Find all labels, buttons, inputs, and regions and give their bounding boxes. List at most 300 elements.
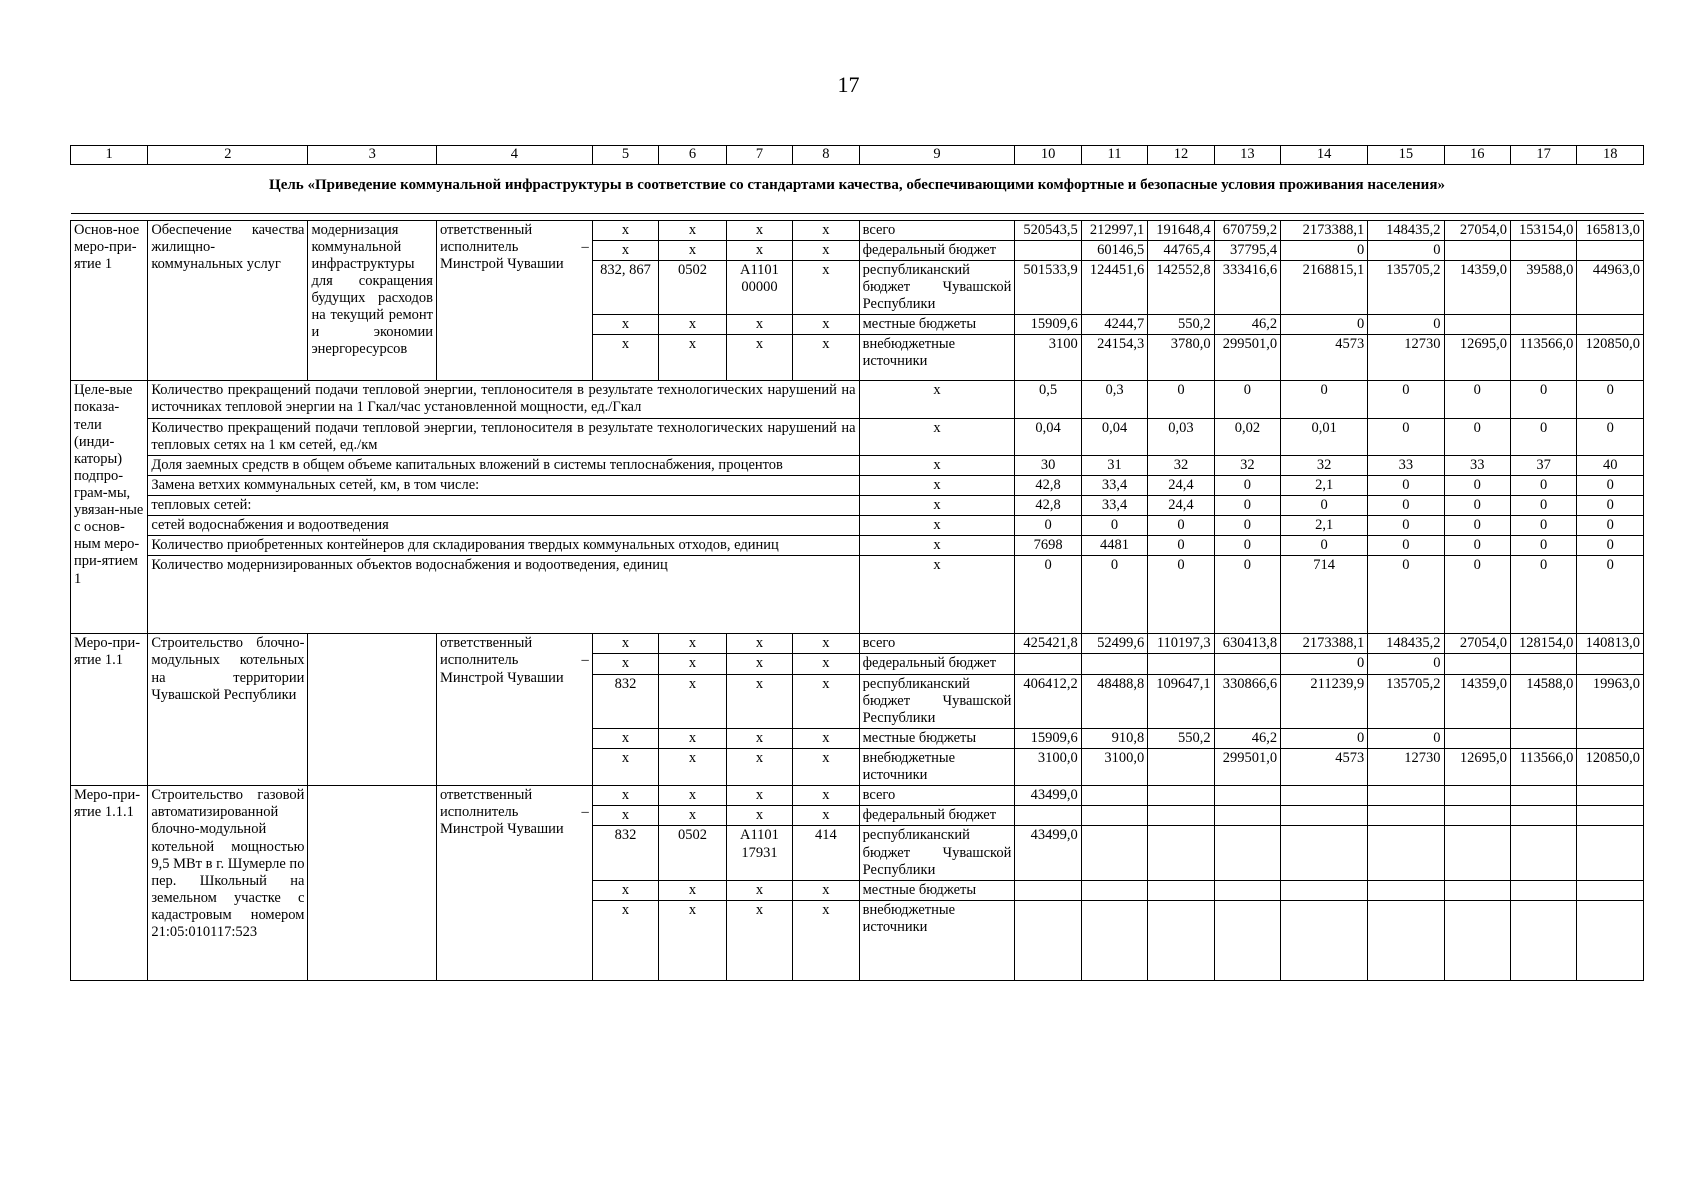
column-number: 11 — [1081, 146, 1147, 165]
funding-value: 165813,0 — [1577, 220, 1644, 240]
funding-value: 148435,2 — [1368, 220, 1444, 240]
indicator-row — [71, 556, 1644, 634]
indicator-name: Замена ветхих коммунальных сетей, км, в том числе: — [148, 475, 859, 495]
indicator-value: 0,5 — [1015, 381, 1081, 418]
funding-source: местные бюджеты — [859, 728, 1015, 748]
indicator-value: 0 — [1444, 475, 1510, 495]
funding-value: 0 — [1281, 315, 1368, 335]
budget-code-cell: x — [726, 674, 792, 728]
indicator-row — [71, 516, 1644, 536]
funding-value: 148435,2 — [1368, 634, 1444, 654]
funding-value: 333416,6 — [1214, 260, 1280, 314]
budget-code-cell: x — [726, 806, 792, 826]
funding-value — [1148, 786, 1214, 806]
funding-value: 0 — [1368, 315, 1444, 335]
column-number: 18 — [1577, 146, 1644, 165]
indicator-row — [71, 475, 1644, 495]
funding-value — [1368, 880, 1444, 900]
indicator-value: 0,04 — [1081, 418, 1147, 455]
budget-code-cell: x — [659, 748, 727, 785]
column-number: 12 — [1148, 146, 1214, 165]
funding-value: 501533,9 — [1015, 260, 1081, 314]
funding-value — [1577, 654, 1644, 674]
indicator-value: 0,03 — [1148, 418, 1214, 455]
budget-code-cell: x — [793, 260, 859, 314]
funding-value: 191648,4 — [1148, 220, 1214, 240]
indicator-mark: x — [859, 556, 1015, 634]
funding-value: 406412,2 — [1015, 674, 1081, 728]
funding-value: 27054,0 — [1444, 220, 1510, 240]
funding-value — [1444, 786, 1510, 806]
funding-value — [1081, 900, 1147, 980]
funding-value: 3780,0 — [1148, 335, 1214, 381]
funding-source: внебюджетные источники — [859, 900, 1015, 980]
budget-code-cell: x — [726, 315, 792, 335]
goal-title: Цель «Приведение коммунальной инфраструктуры в соответствие со стандартами качества, обеспечивающими комфортные и безопасные условия проживания населения» — [71, 165, 1644, 214]
budget-code-cell: x — [793, 240, 859, 260]
indicator-mark: x — [859, 496, 1015, 516]
budget-code-cell: x — [726, 728, 792, 748]
indicator-value: 0 — [1368, 536, 1444, 556]
indicator-value: 4481 — [1081, 536, 1147, 556]
indicator-value: 0 — [1444, 516, 1510, 536]
funding-value: 135705,2 — [1368, 260, 1444, 314]
funding-value — [1148, 900, 1214, 980]
funding-value — [1510, 240, 1576, 260]
funding-value: 2173388,1 — [1281, 634, 1368, 654]
funding-value — [1015, 240, 1081, 260]
funding-value — [1281, 880, 1368, 900]
indicator-row — [71, 536, 1644, 556]
budget-code-cell: x — [592, 880, 658, 900]
funding-source: федеральный бюджет — [859, 240, 1015, 260]
funding-value — [1368, 786, 1444, 806]
funding-value: 120850,0 — [1577, 748, 1644, 785]
budget-code-cell: x — [592, 900, 658, 980]
budget-code-cell: x — [726, 634, 792, 654]
budget-code-cell: x — [659, 240, 727, 260]
funding-value: 330866,6 — [1214, 674, 1280, 728]
column-number: 16 — [1444, 146, 1510, 165]
indicator-value: 0 — [1510, 556, 1576, 634]
indicator-value: 0 — [1214, 381, 1280, 418]
indicator-value: 2,1 — [1281, 475, 1368, 495]
event-label: Основ-ное меро-при-ятие 1 — [71, 220, 148, 381]
indicator-value: 0 — [1444, 556, 1510, 634]
indicator-value: 0 — [1577, 536, 1644, 556]
column-number: 4 — [436, 146, 592, 165]
funding-value — [1015, 654, 1081, 674]
funding-value — [1214, 826, 1280, 880]
budget-code-cell: 832, 867 — [592, 260, 658, 314]
budget-code-cell: x — [659, 880, 727, 900]
funding-value: 0 — [1281, 240, 1368, 260]
funding-value: 15909,6 — [1015, 728, 1081, 748]
funding-value — [1577, 806, 1644, 826]
indicator-value: 0 — [1148, 381, 1214, 418]
funding-value — [1510, 806, 1576, 826]
indicator-name: Доля заемных средств в общем объеме капитальных вложений в системы теплоснабжения, процентов — [148, 455, 859, 475]
funding-value: 670759,2 — [1214, 220, 1280, 240]
indicator-value: 30 — [1015, 455, 1081, 475]
funding-value — [1148, 806, 1214, 826]
funding-value: 113566,0 — [1510, 335, 1576, 381]
funding-source: внебюджетные источники — [859, 335, 1015, 381]
funding-value — [1081, 786, 1147, 806]
funding-value — [1510, 880, 1576, 900]
funding-value: 52499,6 — [1081, 634, 1147, 654]
budget-code-cell: 0502 — [659, 260, 727, 314]
funding-value: 910,8 — [1081, 728, 1147, 748]
funding-value: 43499,0 — [1015, 786, 1081, 806]
indicator-name: Количество прекращений подачи тепловой энергии, теплоносителя в результате технологических нарушений на тепловых сетях на 1 км сетей, ед./км — [148, 418, 859, 455]
budget-code-cell: x — [659, 674, 727, 728]
indicator-name: сетей водоснабжения и водоотведения — [148, 516, 859, 536]
indicator-value: 0 — [1444, 496, 1510, 516]
budget-code-cell: x — [592, 335, 658, 381]
funding-value: 4244,7 — [1081, 315, 1147, 335]
budget-code-cell: x — [726, 654, 792, 674]
budget-code-cell: x — [659, 315, 727, 335]
indicator-value: 0 — [1368, 475, 1444, 495]
funding-value — [1148, 880, 1214, 900]
indicator-value: 0 — [1015, 516, 1081, 536]
program-table — [70, 145, 1644, 981]
indicator-value: 0 — [1281, 496, 1368, 516]
column-number: 2 — [148, 146, 308, 165]
goal-row — [71, 165, 1644, 214]
funding-value: 520543,5 — [1015, 220, 1081, 240]
indicator-value: 0 — [1510, 418, 1576, 455]
funding-value: 0 — [1281, 654, 1368, 674]
indicator-value: 0 — [1148, 536, 1214, 556]
indicator-value: 0 — [1368, 496, 1444, 516]
budget-code-cell: x — [592, 748, 658, 785]
funding-value — [1444, 240, 1510, 260]
funding-value: 14588,0 — [1510, 674, 1576, 728]
budget-code-cell: x — [659, 786, 727, 806]
indicator-value: 0 — [1214, 475, 1280, 495]
indicator-value: 31 — [1081, 455, 1147, 475]
funding-value — [1081, 880, 1147, 900]
funding-value: 140813,0 — [1577, 634, 1644, 654]
budget-code-cell: x — [793, 335, 859, 381]
funding-value — [1444, 315, 1510, 335]
indicator-value: 0 — [1577, 556, 1644, 634]
funding-value: 3100,0 — [1081, 748, 1147, 785]
budget-code-cell: x — [726, 880, 792, 900]
column-number: 3 — [308, 146, 437, 165]
funding-source: всего — [859, 220, 1015, 240]
funding-value: 153154,0 — [1510, 220, 1576, 240]
budget-code-cell: x — [659, 728, 727, 748]
funding-value: 60146,5 — [1081, 240, 1147, 260]
budget-code-cell: x — [726, 240, 792, 260]
funding-value: 299501,0 — [1214, 335, 1280, 381]
event-1-1-row — [71, 634, 1644, 654]
indicator-name: Количество приобретенных контейнеров для складирования твердых коммунальных отходов, единиц — [148, 536, 859, 556]
funding-value — [1368, 900, 1444, 980]
indicator-value: 0 — [1577, 475, 1644, 495]
funding-value: 4573 — [1281, 748, 1368, 785]
budget-code-cell: x — [592, 654, 658, 674]
column-number: 5 — [592, 146, 658, 165]
budget-code-cell: x — [793, 220, 859, 240]
budget-code-cell: x — [659, 634, 727, 654]
funding-value — [1368, 826, 1444, 880]
funding-source: республиканский бюджет Чувашской Республики — [859, 260, 1015, 314]
funding-value — [1444, 900, 1510, 980]
budget-code-cell: x — [793, 786, 859, 806]
funding-value: 110197,3 — [1148, 634, 1214, 654]
budget-code-cell: x — [793, 900, 859, 980]
budget-code-cell: x — [592, 786, 658, 806]
indicator-mark: x — [859, 536, 1015, 556]
funding-value: 4573 — [1281, 335, 1368, 381]
funding-value: 135705,2 — [1368, 674, 1444, 728]
indicator-value: 33 — [1444, 455, 1510, 475]
budget-code-cell: x — [659, 220, 727, 240]
funding-value — [1510, 728, 1576, 748]
funding-value — [1510, 826, 1576, 880]
budget-code-cell: x — [793, 880, 859, 900]
column-number: 15 — [1368, 146, 1444, 165]
indicator-value: 33,4 — [1081, 496, 1147, 516]
indicator-value: 0 — [1510, 516, 1576, 536]
budget-code-cell: x — [726, 900, 792, 980]
indicator-value: 32 — [1214, 455, 1280, 475]
page-number: 17 — [837, 72, 860, 97]
funding-value: 120850,0 — [1577, 335, 1644, 381]
spacer — [71, 213, 1644, 220]
funding-value — [1148, 826, 1214, 880]
funding-value — [1444, 880, 1510, 900]
funding-source: всего — [859, 786, 1015, 806]
funding-value: 0 — [1281, 728, 1368, 748]
indicator-value: 0 — [1214, 556, 1280, 634]
funding-source: всего — [859, 634, 1015, 654]
indicator-value: 0 — [1577, 496, 1644, 516]
funding-value: 128154,0 — [1510, 634, 1576, 654]
indicator-value: 42,8 — [1015, 496, 1081, 516]
funding-value — [1214, 654, 1280, 674]
funding-value — [1577, 880, 1644, 900]
indicator-value: 0 — [1368, 556, 1444, 634]
budget-code-cell: 832 — [592, 674, 658, 728]
budget-code-cell: x — [592, 315, 658, 335]
funding-source: республиканский бюджет Чувашской Республики — [859, 674, 1015, 728]
funding-value: 12730 — [1368, 335, 1444, 381]
funding-value: 113566,0 — [1510, 748, 1576, 785]
funding-value: 0 — [1368, 654, 1444, 674]
funding-value: 15909,6 — [1015, 315, 1081, 335]
indicator-value: 0 — [1015, 556, 1081, 634]
budget-code-cell: А1101 17931 — [726, 826, 792, 880]
budget-code-cell: x — [726, 220, 792, 240]
event-label: Меро-при-ятие 1.1 — [71, 634, 148, 786]
funding-value: 46,2 — [1214, 728, 1280, 748]
funding-value — [1510, 315, 1576, 335]
funding-value: 46,2 — [1214, 315, 1280, 335]
indicator-value: 24,4 — [1148, 475, 1214, 495]
budget-code-cell: x — [793, 728, 859, 748]
indicator-value: 0 — [1510, 496, 1576, 516]
column-number: 9 — [859, 146, 1015, 165]
indicator-value: 0 — [1368, 516, 1444, 536]
budget-code-cell: x — [793, 315, 859, 335]
indicator-value: 0 — [1368, 381, 1444, 418]
budget-code-cell: 832 — [592, 826, 658, 880]
indicator-value: 0 — [1577, 418, 1644, 455]
funding-value — [1510, 654, 1576, 674]
funding-value: 299501,0 — [1214, 748, 1280, 785]
funding-value — [1444, 806, 1510, 826]
indicator-value: 42,8 — [1015, 475, 1081, 495]
budget-code-cell: x — [592, 806, 658, 826]
indicator-value: 714 — [1281, 556, 1368, 634]
indicator-value: 7698 — [1015, 536, 1081, 556]
indicator-value: 0 — [1214, 536, 1280, 556]
funding-value: 142552,8 — [1148, 260, 1214, 314]
indicator-value: 0 — [1281, 536, 1368, 556]
funding-value — [1577, 900, 1644, 980]
funding-value: 27054,0 — [1444, 634, 1510, 654]
funding-value: 12695,0 — [1444, 748, 1510, 785]
indicator-value: 0,01 — [1281, 418, 1368, 455]
funding-source: местные бюджеты — [859, 315, 1015, 335]
budget-code-cell: 414 — [793, 826, 859, 880]
funding-value: 19963,0 — [1577, 674, 1644, 728]
funding-value: 2173388,1 — [1281, 220, 1368, 240]
funding-value: 0 — [1368, 240, 1444, 260]
budget-code-cell: x — [659, 654, 727, 674]
budget-code-cell: x — [726, 786, 792, 806]
funding-value: 48488,8 — [1081, 674, 1147, 728]
event-name: Строительство газовой автоматизированной блочно-модульной котельной мощностью 9,5 МВт в г. Шумерле по пер. Школьный на земельном участке с кадастровым номером 21:05:010117:523 — [148, 786, 308, 981]
funding-value: 24154,3 — [1081, 335, 1147, 381]
indicator-value: 37 — [1510, 455, 1576, 475]
funding-value — [1214, 806, 1280, 826]
funding-value: 3100 — [1015, 335, 1081, 381]
funding-value — [1577, 728, 1644, 748]
funding-value: 44963,0 — [1577, 260, 1644, 314]
funding-value: 425421,8 — [1015, 634, 1081, 654]
main-event-row — [71, 220, 1644, 240]
indicator-mark: x — [859, 381, 1015, 418]
funding-value — [1577, 315, 1644, 335]
indicator-name: Количество прекращений подачи тепловой энергии, теплоносителя в результате технологических нарушений на источниках тепловой энергии на 1 Гкал/час установленной мощности, ед./Гкал — [148, 381, 859, 418]
indicator-value: 0 — [1577, 516, 1644, 536]
indicator-value: 0 — [1214, 516, 1280, 536]
funding-value — [1577, 826, 1644, 880]
funding-value — [1444, 654, 1510, 674]
column-number: 1 — [71, 146, 148, 165]
budget-code-cell: x — [592, 634, 658, 654]
indicator-value: 24,4 — [1148, 496, 1214, 516]
funding-value: 12695,0 — [1444, 335, 1510, 381]
funding-source: федеральный бюджет — [859, 654, 1015, 674]
budget-code-cell: x — [592, 220, 658, 240]
funding-value — [1214, 786, 1280, 806]
indicator-value: 0 — [1081, 516, 1147, 536]
funding-value — [1148, 748, 1214, 785]
funding-source: республиканский бюджет Чувашской Республики — [859, 826, 1015, 880]
column-number: 17 — [1510, 146, 1576, 165]
funding-value: 630413,8 — [1214, 634, 1280, 654]
funding-value: 44765,4 — [1148, 240, 1214, 260]
budget-code-cell: x — [793, 748, 859, 785]
indicator-row — [71, 496, 1644, 516]
funding-value: 39588,0 — [1510, 260, 1576, 314]
funding-source: местные бюджеты — [859, 880, 1015, 900]
indicator-value: 32 — [1281, 455, 1368, 475]
column-number: 6 — [659, 146, 727, 165]
indicator-value: 0 — [1510, 381, 1576, 418]
indicator-value: 0 — [1148, 556, 1214, 634]
indicator-value: 0 — [1510, 475, 1576, 495]
indicator-value: 0 — [1510, 536, 1576, 556]
funding-value: 43499,0 — [1015, 826, 1081, 880]
column-number: 14 — [1281, 146, 1368, 165]
funding-value: 124451,6 — [1081, 260, 1147, 314]
column-number: 8 — [793, 146, 859, 165]
budget-code-cell: x — [726, 748, 792, 785]
indicator-name: тепловых сетей: — [148, 496, 859, 516]
budget-code-cell: x — [793, 634, 859, 654]
funding-source: внебюджетные источники — [859, 748, 1015, 785]
indicators-label: Целе-вые показа-тели (инди-каторы) подпро-грам-мы, увязан-ные с основ-ным меро-при-ятием 1 — [71, 381, 148, 634]
indicator-mark: x — [859, 475, 1015, 495]
indicator-value: 0,04 — [1015, 418, 1081, 455]
funding-value: 14359,0 — [1444, 674, 1510, 728]
indicator-value: 0 — [1281, 381, 1368, 418]
budget-code-cell: x — [659, 806, 727, 826]
spacer-row — [71, 213, 1644, 220]
event-executor: ответственный исполнитель – Минстрой Чувашии — [436, 220, 592, 381]
column-number-row — [71, 146, 1644, 165]
column-number: 7 — [726, 146, 792, 165]
funding-value — [1577, 240, 1644, 260]
funding-source: федеральный бюджет — [859, 806, 1015, 826]
indicator-mark: x — [859, 516, 1015, 536]
funding-value: 211239,9 — [1281, 674, 1368, 728]
event-task — [308, 634, 437, 786]
indicator-mark: x — [859, 418, 1015, 455]
event-name: Обеспечение качества жилищно-коммунальных услуг — [148, 220, 308, 381]
funding-value: 212997,1 — [1081, 220, 1147, 240]
funding-value — [1214, 880, 1280, 900]
budget-code-cell: x — [659, 335, 727, 381]
funding-value: 550,2 — [1148, 315, 1214, 335]
indicator-name: Количество модернизированных объектов водоснабжения и водоотведения, единиц — [148, 556, 859, 634]
indicator-value: 0,3 — [1081, 381, 1147, 418]
event-1-1-1-row — [71, 786, 1644, 806]
funding-value — [1081, 806, 1147, 826]
funding-value: 37795,4 — [1214, 240, 1280, 260]
funding-value — [1081, 826, 1147, 880]
funding-value: 109647,1 — [1148, 674, 1214, 728]
indicator-row — [71, 418, 1644, 455]
column-number: 10 — [1015, 146, 1081, 165]
funding-value — [1510, 786, 1576, 806]
funding-value — [1214, 900, 1280, 980]
funding-value — [1510, 900, 1576, 980]
budget-code-cell: А1101 00000 — [726, 260, 792, 314]
funding-value — [1015, 880, 1081, 900]
funding-value — [1281, 826, 1368, 880]
budget-code-cell: x — [659, 900, 727, 980]
funding-value — [1081, 654, 1147, 674]
